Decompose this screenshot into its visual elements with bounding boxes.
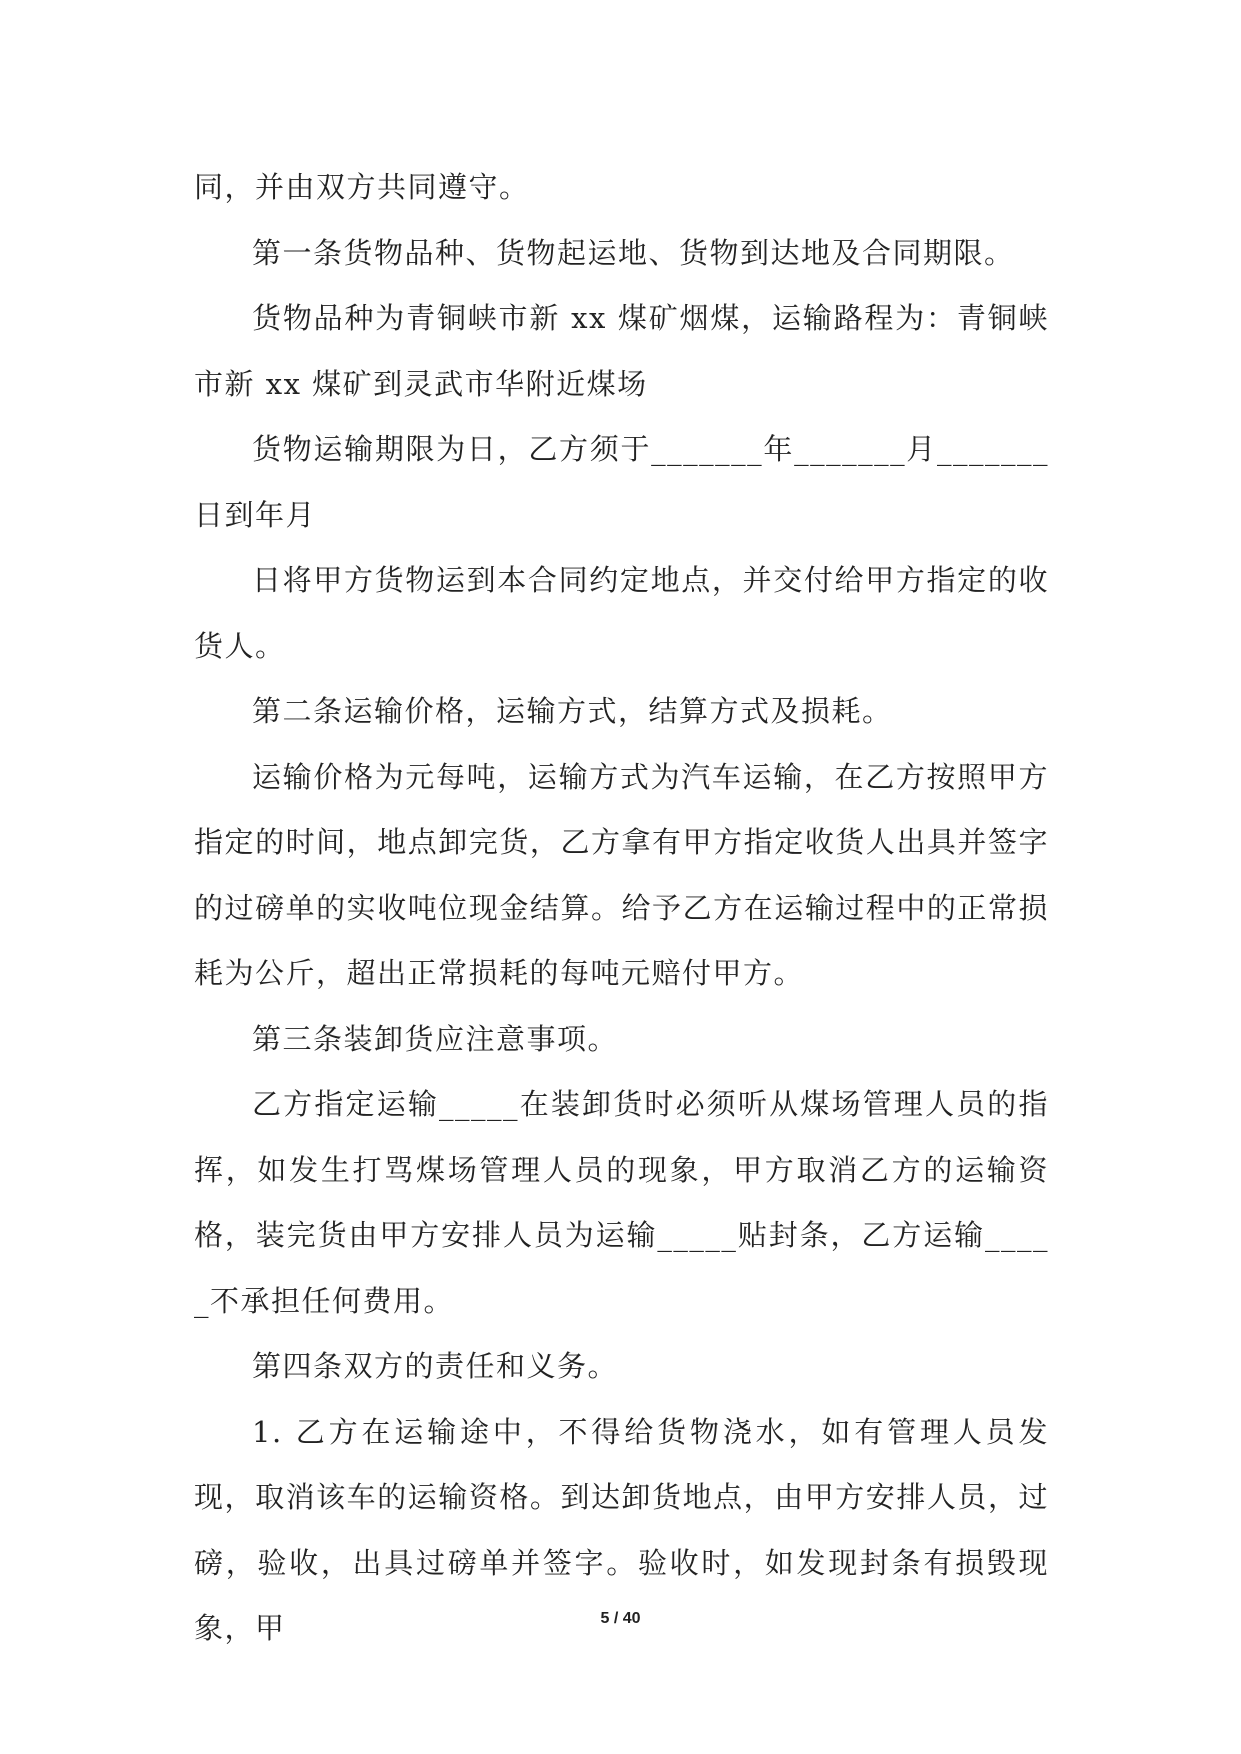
article-3-heading: 第三条装卸货应注意事项。 — [252, 1021, 619, 1056]
document-body — [194, 155, 1049, 1662]
delivery-paragraph: 日将甲方货物运到本合同约定地点，并交付给甲方指定的收货人。 — [194, 563, 1049, 663]
loading-paragraph: 乙方指定运输_____在装卸货时必须听从煤场管理人员的指挥，如发生打骂煤场管理人员的现象，甲方取消乙方的运输资格，装完货由甲方安排人员为运输_____贴封条，乙方运输_____不承担任何费用。 — [194, 1087, 1049, 1318]
transport-period-paragraph: 货物运输期限为日，乙方须于_______年_______月_______日到年月 — [194, 432, 1049, 532]
page-number: 5 / 40 — [600, 1610, 641, 1627]
paragraph-continuation: 同，并由双方共同遵守。 — [194, 170, 530, 204]
article-2-heading: 第二条运输价格，运输方式，结算方式及损耗。 — [252, 694, 893, 728]
price-paragraph: 运输价格为元每吨，运输方式为汽车运输，在乙方按照甲方指定的时间，地点卸完货，乙方拿有甲方指定收货人出具并签字的过磅单的实收吨位现金结算。给予乙方在运输过程中的正常损耗为公斤，超出正常损耗的每吨元赔付甲方。 — [194, 759, 1049, 990]
article-1-heading: 第一条货物品种、货物起运地、货物到达地及合同期限。 — [252, 235, 1015, 270]
article-4-heading: 第四条双方的责任和义务。 — [252, 1349, 619, 1383]
cargo-type-paragraph: 货物品种为青铜峡市新 xx 煤矿烟煤，运输路程为：青铜峡市新 xx 煤矿到灵武市华附近煤场 — [194, 301, 1049, 401]
obligation-1-paragraph: 1. 乙方在运输途中，不得给货物浇水，如有管理人员发现，取消该车的运输资格。到达卸货地点，由甲方安排人员，过磅，验收，出具过磅单并签字。验收时，如发现封条有损毁现象，甲 — [194, 1414, 1049, 1645]
